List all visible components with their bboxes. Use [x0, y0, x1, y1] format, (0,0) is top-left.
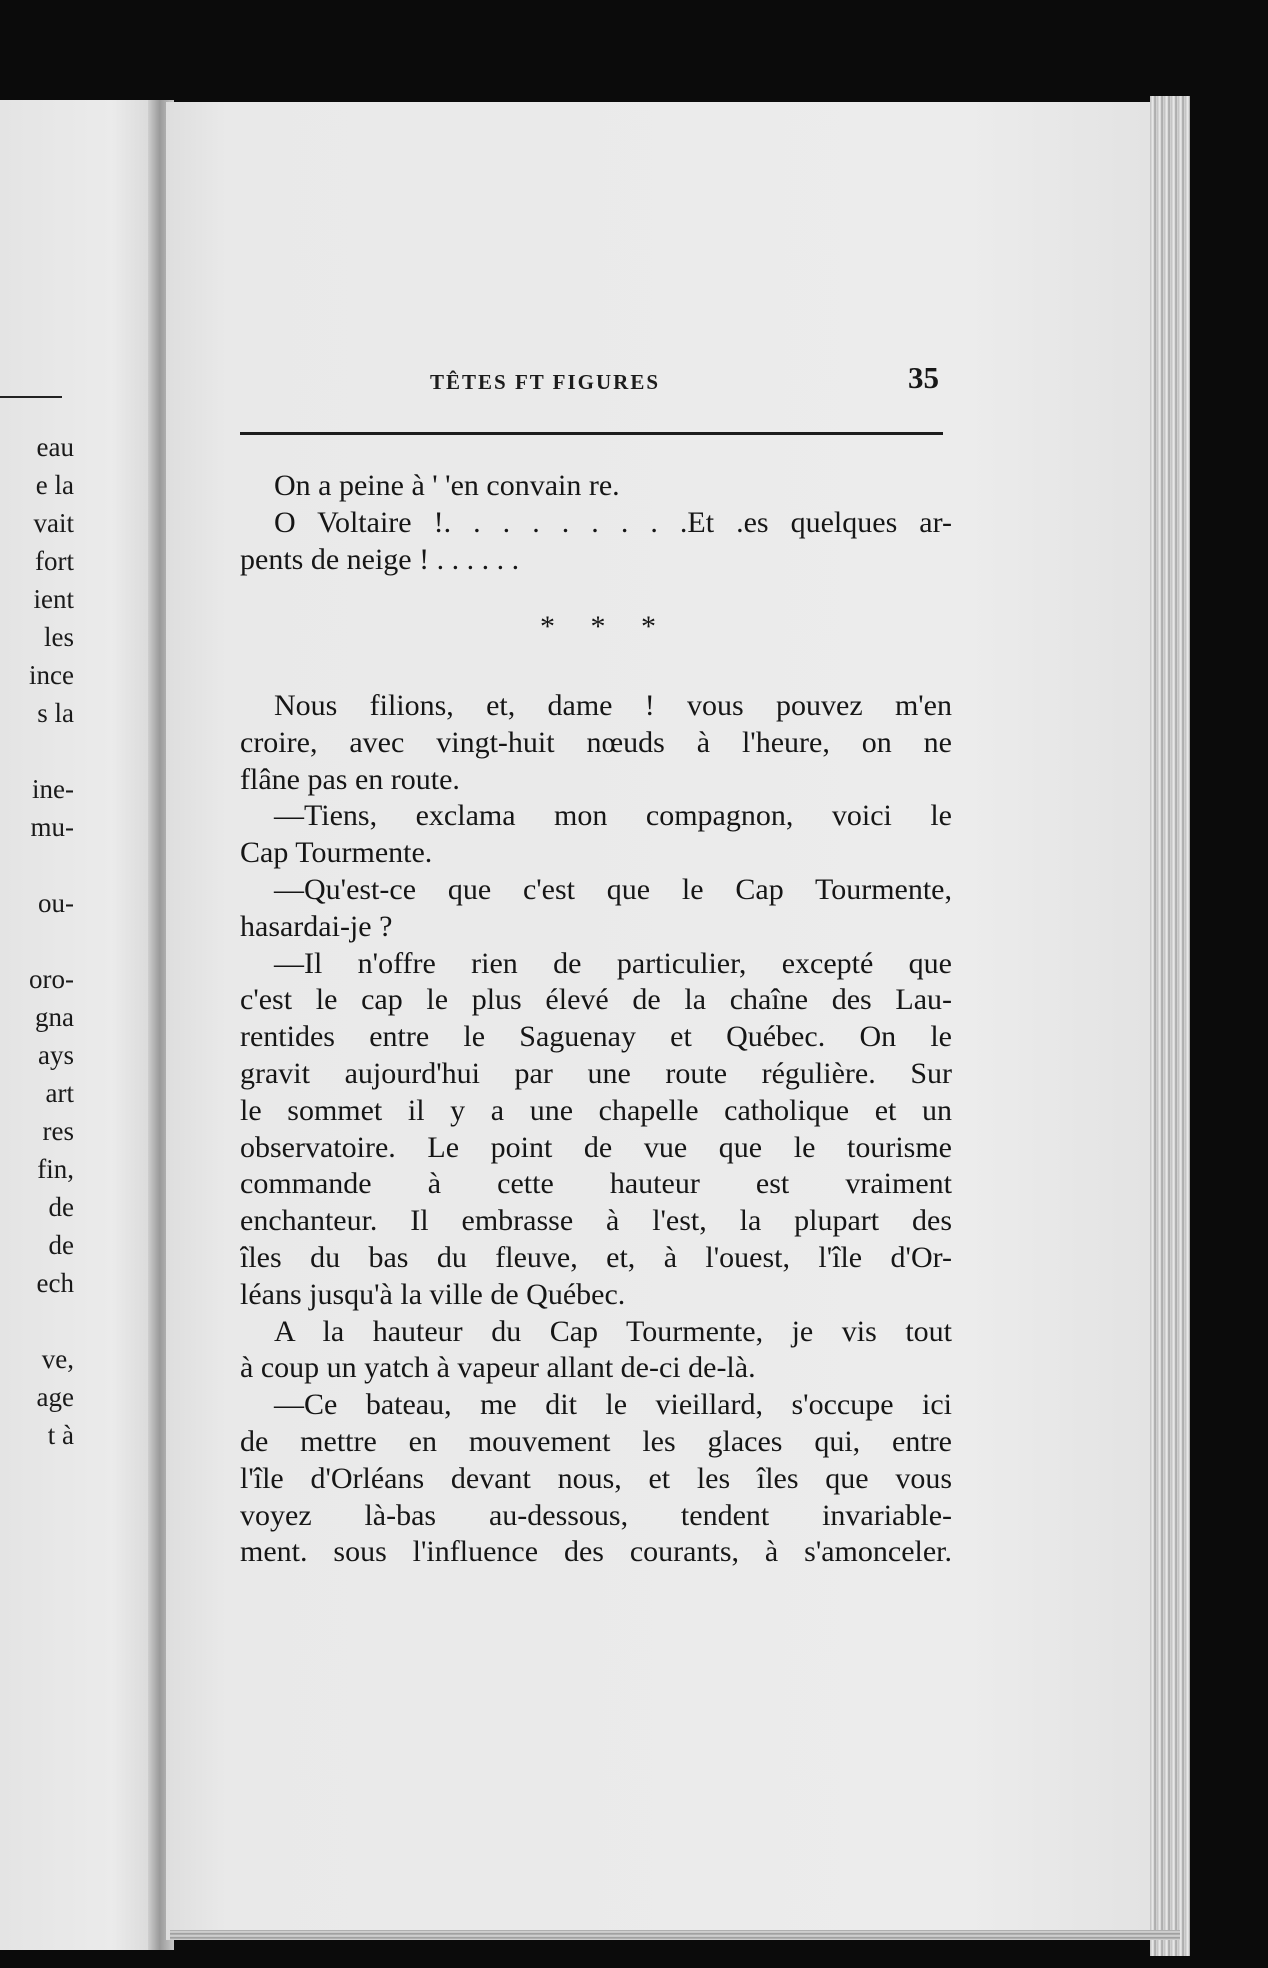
left-line: age [36, 1382, 74, 1412]
text-line: Cap Tourmente. [240, 836, 433, 870]
left-page-text [0, 428, 74, 1454]
text-line: —Tiens, exclama mon compagnon, voici le [274, 799, 952, 833]
left-line: oro- [29, 964, 74, 994]
text-line: observatoire. Le point de vue que le tourisme [240, 1130, 952, 1164]
section-separator: * * * [540, 610, 670, 643]
header-rule [240, 432, 943, 435]
left-line: ine- [32, 774, 74, 804]
page-number: 35 [908, 360, 939, 395]
text-line: flâne pas en route. [240, 762, 460, 796]
left-line: ient [33, 584, 74, 614]
left-line: fin, [37, 1154, 74, 1184]
text-line: O Voltaire !. . . . . . . . .Et .es quelques ar- [274, 505, 952, 539]
left-line: res [42, 1116, 74, 1146]
text-line: enchanteur. Il embrasse à l'est, la plupart des [240, 1204, 952, 1238]
left-line: e la [35, 470, 74, 500]
text-line: croire, avec vingt-huit nœuds à l'heure, on ne [240, 725, 952, 759]
left-page-rule [0, 396, 62, 398]
text-line: c'est le cap le plus élevé de la chaîne des Lau- [240, 983, 952, 1017]
text-line: —Il n'offre rien de particulier, excepté que [274, 946, 952, 980]
bottom-page-edges [170, 1930, 1180, 1940]
text-line: commande à cette hauteur est vraiment [240, 1167, 952, 1201]
text-line: ment. sous l'influence des courants, à s'amonceler. [240, 1535, 952, 1569]
text-line: —Qu'est-ce que c'est que le Cap Tourmente, [274, 872, 952, 906]
left-line [0, 1302, 74, 1340]
text-line: de mettre en mouvement les glaces qui, entre [240, 1424, 952, 1458]
text-line: le sommet il y a une chapelle catholique et un [240, 1093, 952, 1127]
page-edges [1150, 96, 1190, 1956]
text-line: A la hauteur du Cap Tourmente, je vis tout [274, 1314, 952, 1348]
text-line: l'île d'Orléans devant nous, et les îles que vous [240, 1461, 952, 1495]
left-line: de [48, 1230, 74, 1260]
left-line [0, 922, 74, 960]
text-line: hasardai-je ? [240, 909, 393, 943]
left-line: t à [47, 1420, 74, 1450]
left-line: les [44, 622, 74, 652]
text-line: léans jusqu'à la ville de Québec. [240, 1277, 626, 1311]
text-line: pents de neige ! . . . . . . [240, 542, 520, 576]
passage-1 [240, 468, 952, 578]
left-line: ince [29, 660, 74, 690]
text-line: voyez là-bas au-dessous, tendent invariable- [240, 1498, 952, 1532]
left-line: de [48, 1192, 74, 1222]
running-head: TÊTES FT FIGURES [430, 370, 661, 394]
left-line: art [45, 1078, 74, 1108]
left-line: ve, [41, 1344, 74, 1374]
left-line [0, 846, 74, 884]
left-line: gna [35, 1002, 74, 1032]
text-line: îles du bas du fleuve, et, à l'ouest, l'île d'Or- [240, 1240, 952, 1274]
passage-2 [240, 688, 952, 1571]
left-line [0, 732, 74, 770]
text-line: gravit aujourd'hui par une route régulière. Sur [240, 1056, 952, 1090]
text-line: On a peine à ' 'en convain re. [274, 469, 620, 502]
left-line: s la [37, 698, 74, 728]
left-line: ou- [38, 888, 74, 918]
left-line: vait [33, 508, 74, 538]
left-line: ech [36, 1268, 74, 1298]
left-line: mu- [30, 812, 74, 842]
left-line: fort [35, 546, 74, 576]
text-line: Nous filions, et, dame ! vous pouvez m'en [274, 689, 952, 722]
text-line: rentides entre le Saguenay et Québec. On le [240, 1020, 952, 1054]
left-line: eau [36, 432, 74, 462]
text-line: à coup un yatch à vapeur allant de-ci de-là. [240, 1351, 756, 1385]
left-line: ays [38, 1040, 74, 1070]
text-line: —Ce bateau, me dit le vieillard, s'occupe ici [274, 1388, 952, 1422]
